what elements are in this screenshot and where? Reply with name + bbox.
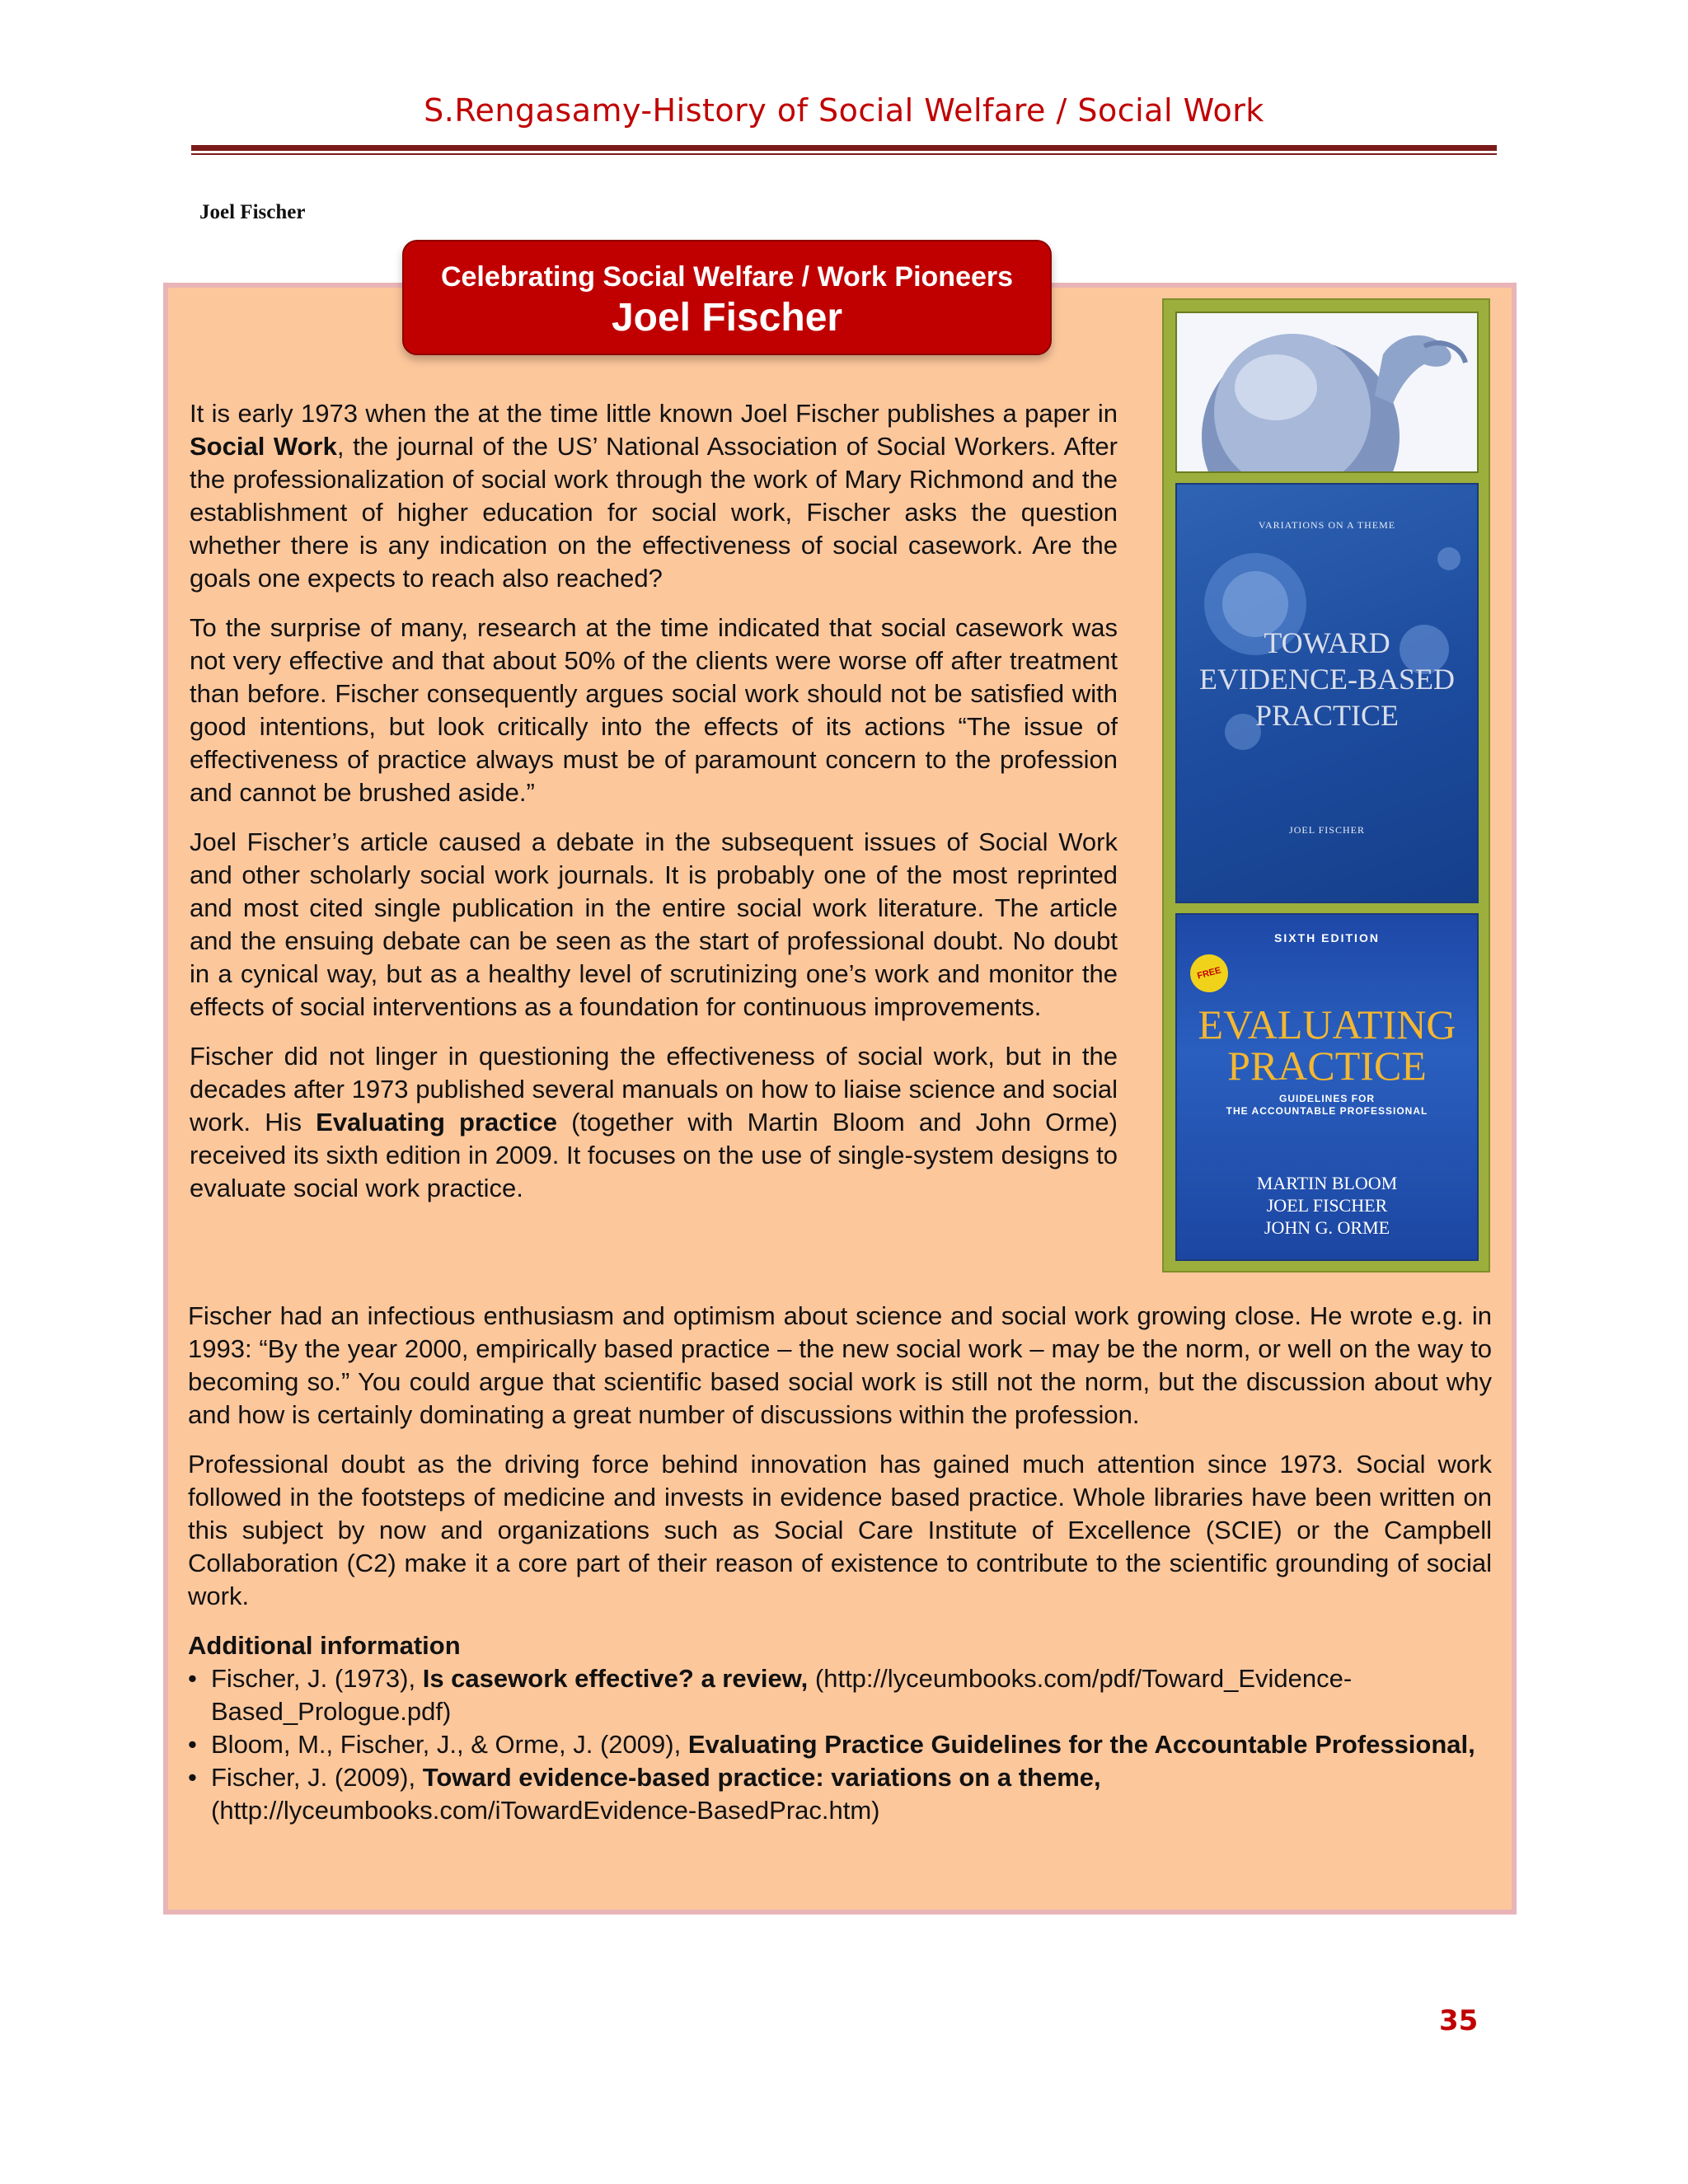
banner-title: Joel Fischer bbox=[611, 296, 843, 340]
header-rule bbox=[191, 145, 1497, 151]
thinking-head-image bbox=[1177, 313, 1479, 473]
section-name-label: Joel Fischer bbox=[199, 201, 306, 223]
paragraph-1: It is early 1973 when the at the time little known Joel Fischer publishes a paper in Social Work, the journal of the US’ National Association of Social Workers. After the professionalization of social work through the work of Mary Richmond and the establishment of higher education for social work, Fischer asks the question whether there is any indication on the effectiveness of social casework. Are the goals one expects to reach also reached? bbox=[190, 399, 1118, 593]
book-cover-evaluating-practice bbox=[1175, 913, 1479, 1261]
reference-list bbox=[188, 1662, 1492, 1827]
running-header-title: S.Rengasamy-History of Social Welfare / Social Work bbox=[424, 92, 1264, 129]
book2-free-badge: FREE bbox=[1186, 950, 1232, 996]
paragraph-3: Joel Fischer’s article caused a debate in the subsequent issues of Social Work and other scholarly social work journals. It is probably one of the most reprinted and most cited single publication in the entire social work literature. The article and the ensuing debate can be seen as the start of professional doubt. No doubt in a cynical way, but as a healthy level of scrutinizing one’s work and monitor the effects of social interventions as a foundation for continuous improvements. bbox=[190, 827, 1118, 1021]
portrait-photo bbox=[1175, 312, 1479, 473]
book2-authors: MARTIN BLOOM JOEL FISCHER JOHN G. ORME bbox=[1256, 1173, 1398, 1238]
pioneer-banner bbox=[402, 240, 1052, 355]
header-rule-thin bbox=[191, 153, 1497, 155]
book1-author: JOEL FISCHER bbox=[1289, 824, 1365, 836]
reference-item: • Fischer, J. (2009), Toward evidence-based practice: variations on a theme, (http://lyceumbooks.com/iTowardEvidence-BasedPrac.htm) bbox=[188, 1761, 1492, 1827]
book2-title: EVALUATING PRACTICE bbox=[1198, 1001, 1456, 1089]
article-full-width-text bbox=[188, 1300, 1492, 1827]
paragraph-2: To the surprise of many, research at the time indicated that social casework was not very effective and that about 50% of the clients were worse off after treatment than before. Fischer consequently argues social work should not be satisfied with good intentions, but look critically into the effects of its actions “The issue of effectiveness of practice always must be of paramount concern to the profession and cannot be brushed aside.” bbox=[190, 613, 1118, 807]
book2-edition: SIXTH EDITION bbox=[1274, 931, 1380, 944]
article-column-text bbox=[190, 397, 1118, 1221]
book1-title: TOWARD EVIDENCE-BASED PRACTICE bbox=[1199, 626, 1455, 732]
paragraph-4: Fischer did not linger in questioning the effectiveness of social work, but in the decades after 1973 published several manuals on how to liaise science and social work. His Evaluating practice (together with Martin Bloom and John Orme) received its sixth edition in 2009. It focuses on the use of single-system designs to evaluate social work practice. bbox=[190, 1042, 1118, 1202]
book1-series: VARIATIONS ON A THEME bbox=[1258, 519, 1396, 531]
additional-information-heading: Additional information bbox=[188, 1631, 461, 1660]
book-cover-toward-evidence-based-practice bbox=[1175, 483, 1479, 903]
book-images-frame bbox=[1162, 298, 1490, 1272]
reference-item: • Fischer, J. (1973), Is casework effective? a review, (http://lyceumbooks.com/pdf/Toward_Evidence-Based_Prologue.pdf) bbox=[188, 1662, 1492, 1728]
book2-subtitle: GUIDELINES FOR THE ACCOUNTABLE PROFESSIONAL bbox=[1226, 1093, 1428, 1117]
page-number: 35 bbox=[1439, 2004, 1479, 2037]
reference-item: • Bloom, M., Fischer, J., & Orme, J. (2009), Evaluating Practice Guidelines for the Accountable Professional, bbox=[188, 1728, 1492, 1761]
banner-subtitle: Celebrating Social Welfare / Work Pioneers bbox=[440, 261, 1014, 293]
paragraph-5: Fischer had an infectious enthusiasm and optimism about science and social work growing close. He wrote e.g. in 1993: “By the year 2000, empirically based practice – the new social work – may be the norm, or well on the way to becoming so.” You could argue that scientific based social work is still not the norm, but the discussion about why and how is certainly dominating a great number of discussions within the profession. bbox=[188, 1301, 1492, 1429]
paragraph-6: Professional doubt as the driving force behind innovation has gained much attention since 1973. Social work followed in the footsteps of medicine and invests in evidence based practice. Whole libraries have been written on this subject by now and organizations such as Social Care Institute of Excellence (SCIE) or the Campbell Collaboration (C2) make it a core part of their reason of existence to contribute to the scientific grounding of social work. bbox=[188, 1450, 1492, 1610]
